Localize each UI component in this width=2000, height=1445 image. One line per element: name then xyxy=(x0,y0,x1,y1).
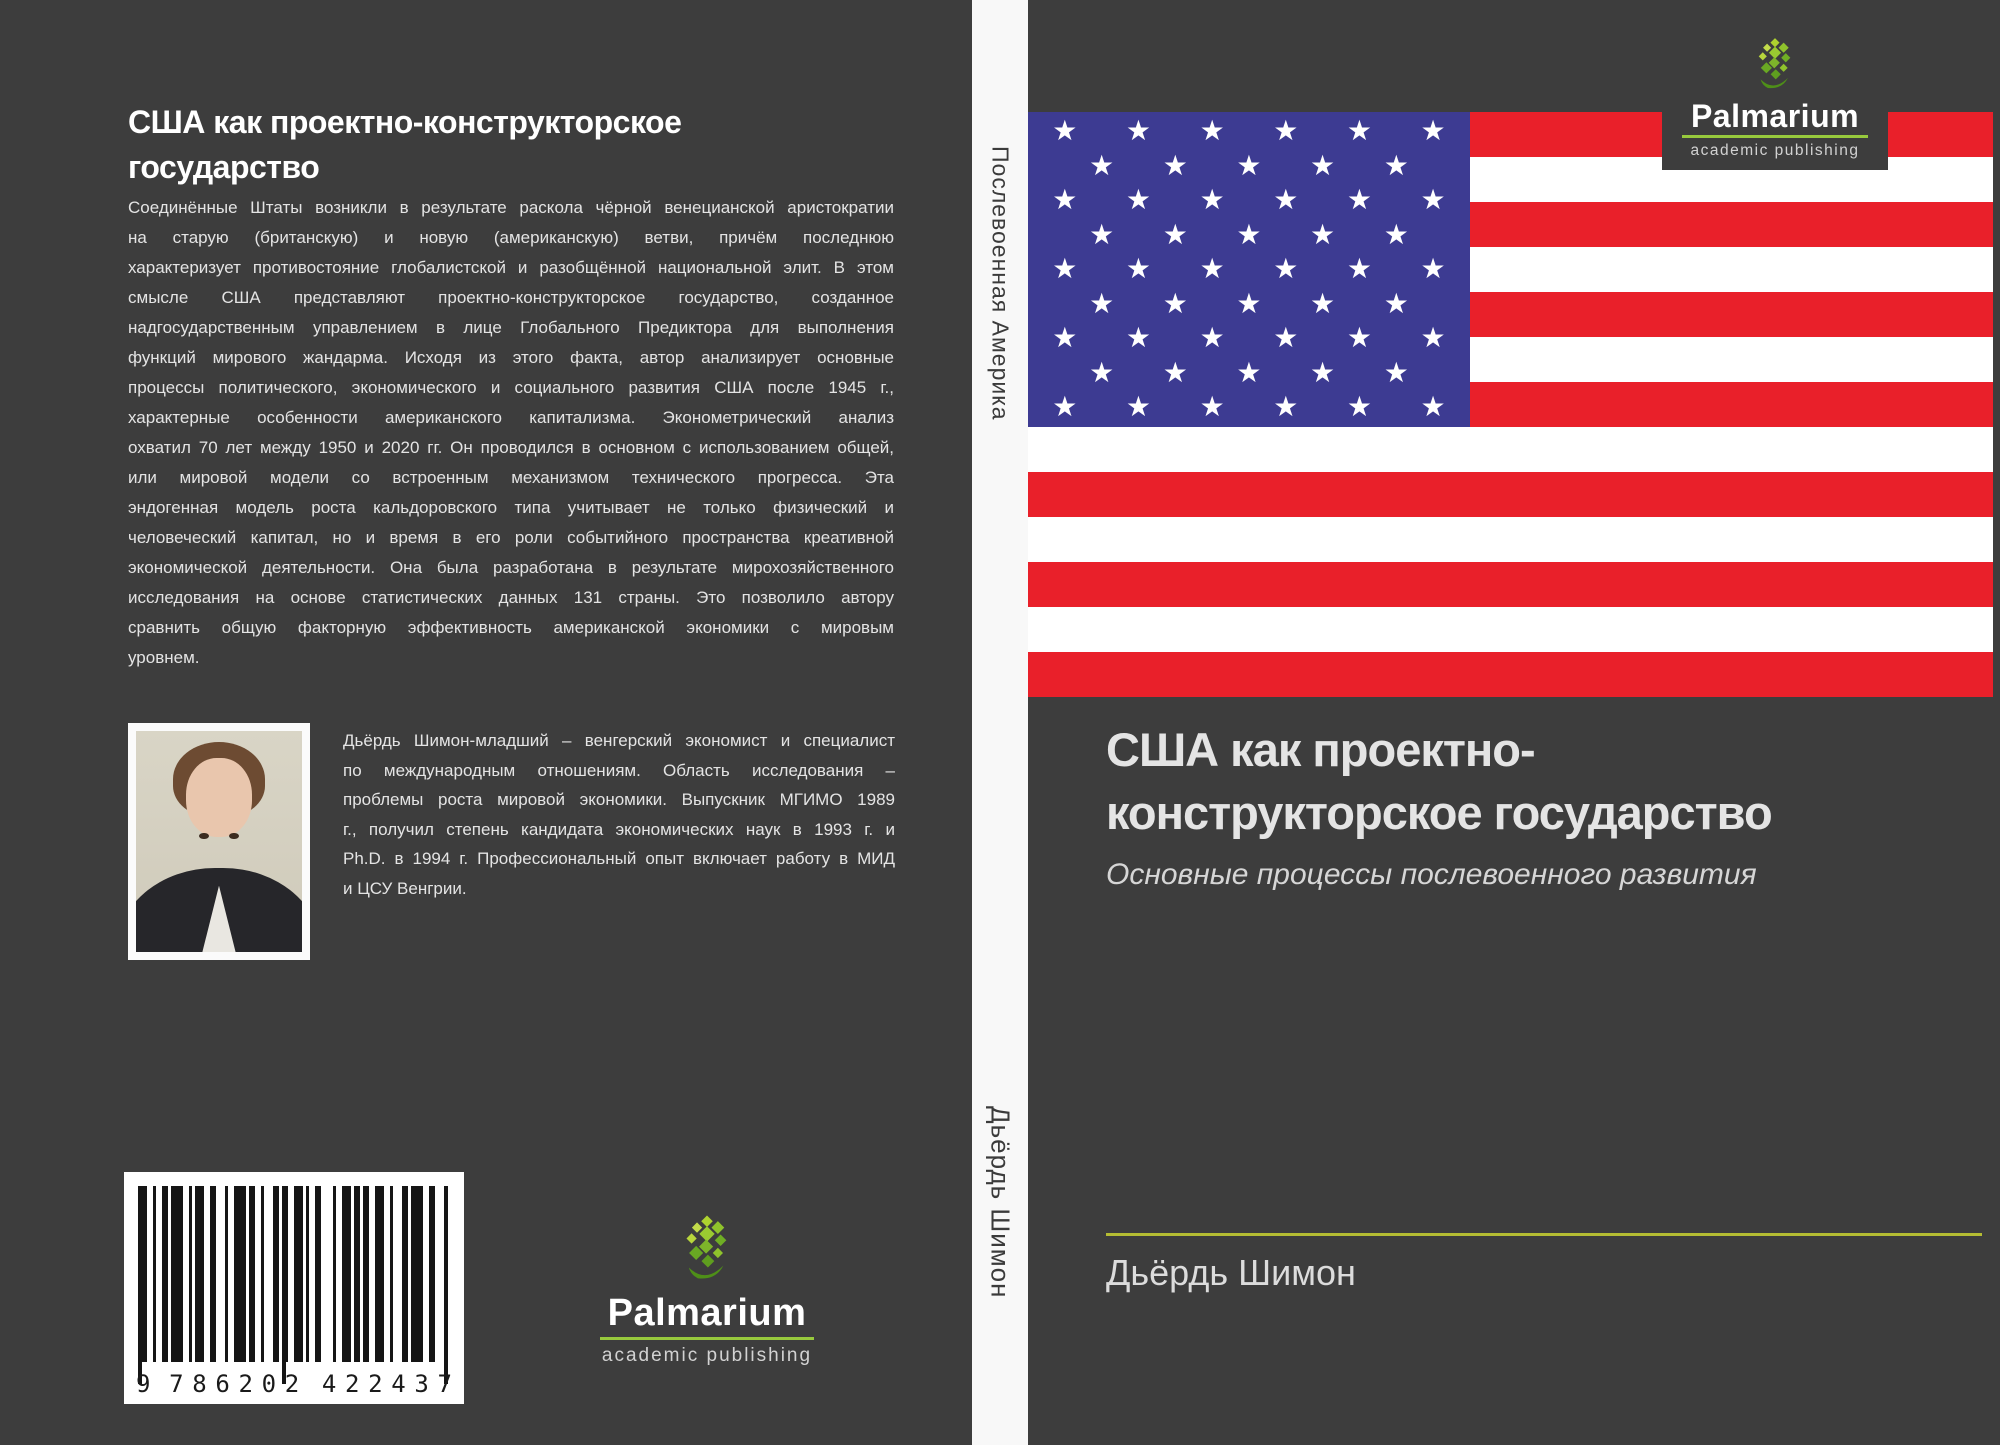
star-icon: ★ xyxy=(1089,356,1115,388)
barcode-bar xyxy=(195,1186,204,1362)
barcode-digit: 2 xyxy=(238,1370,253,1398)
author-bio-line-6: и ЦСУ Венгрии. xyxy=(343,878,467,898)
barcode-guard-bar xyxy=(282,1186,286,1384)
barcode-digit: 2 xyxy=(284,1370,300,1398)
publisher-tagline: academic publishing xyxy=(1690,141,1860,159)
star-icon: ★ xyxy=(1420,391,1446,422)
back-description xyxy=(128,193,894,673)
author-portrait xyxy=(136,731,302,952)
barcode-digit: 9 xyxy=(136,1370,151,1398)
flag-stripe-9 xyxy=(1028,472,2000,517)
palmarium-crystal-icon xyxy=(1752,36,1798,91)
portrait-eye xyxy=(229,833,239,840)
back-title xyxy=(128,100,928,190)
star-icon: ★ xyxy=(1383,356,1409,388)
barcode-digit: 7 xyxy=(169,1370,184,1398)
star-icon: ★ xyxy=(1420,184,1446,215)
star-icon: ★ xyxy=(1273,391,1299,422)
barcode-space xyxy=(264,1186,273,1362)
barcode-bar xyxy=(234,1186,246,1362)
barcode-digit: 8 xyxy=(192,1370,207,1398)
publisher-name: Palmarium xyxy=(1690,98,1860,134)
star-icon: ★ xyxy=(1420,115,1446,146)
star-icon: ★ xyxy=(1236,287,1262,319)
star-row-1 xyxy=(1028,114,1470,149)
back-description-line-2: на старую (британскую) и новую (американскую) ветви, причём последнюю xyxy=(128,228,894,247)
barcode-digit: 4 xyxy=(321,1370,337,1398)
front-title-line-2: конструкторское государство xyxy=(1106,786,1772,839)
star-icon: ★ xyxy=(1420,322,1446,353)
flag-stripe-8 xyxy=(1028,427,2000,472)
star-icon: ★ xyxy=(1162,287,1188,319)
star-icon: ★ xyxy=(1089,287,1115,319)
author-bio xyxy=(343,726,895,903)
star-icon: ★ xyxy=(1310,218,1336,250)
star-icon: ★ xyxy=(1273,322,1299,353)
star-icon: ★ xyxy=(1236,218,1262,250)
star-icon: ★ xyxy=(1052,322,1078,353)
star-icon: ★ xyxy=(1383,149,1409,181)
star-icon: ★ xyxy=(1199,184,1225,215)
back-cover xyxy=(0,0,972,1445)
star-row-9 xyxy=(1028,390,1470,425)
star-icon: ★ xyxy=(1162,149,1188,181)
flag-stripe-13 xyxy=(1028,652,2000,697)
barcode-digits xyxy=(136,1370,452,1398)
publisher-logo-back xyxy=(577,1213,837,1367)
spine xyxy=(972,0,1028,1445)
star-icon: ★ xyxy=(1199,391,1225,422)
star-icon: ★ xyxy=(1383,287,1409,319)
star-icon: ★ xyxy=(1310,149,1336,181)
publisher-tagline: academic publishing xyxy=(601,1345,813,1366)
front-subtitle: Основные процессы послевоенного развития xyxy=(1106,858,1757,891)
palmarium-crystal-icon xyxy=(678,1213,736,1282)
publisher-underline xyxy=(1682,135,1868,138)
star-icon: ★ xyxy=(1125,115,1152,146)
barcode-bar xyxy=(411,1186,423,1362)
star-icon: ★ xyxy=(1310,287,1336,319)
star-row-2 xyxy=(1065,149,1470,184)
back-description-line-8: характерные особенности американского капитализма. Эконометрический анализ xyxy=(128,408,894,427)
star-row-5 xyxy=(1028,252,1470,287)
star-row-3 xyxy=(1028,183,1470,218)
author-rule xyxy=(1106,1233,1982,1236)
back-description-line-14: исследования на основе статистических данных 131 страны. Это позволило автору xyxy=(128,588,894,607)
star-row-4 xyxy=(1065,218,1470,253)
star-row-8 xyxy=(1065,356,1470,391)
star-icon: ★ xyxy=(1125,391,1152,422)
back-description-line-15: сравнить общую факторную эффективность американской экономики с мировым xyxy=(128,618,894,637)
barcode-space xyxy=(216,1186,225,1362)
star-icon: ★ xyxy=(1125,253,1152,284)
star-icon: ★ xyxy=(1346,322,1372,353)
star-icon: ★ xyxy=(1052,253,1078,284)
barcode-space xyxy=(435,1186,444,1362)
star-icon: ★ xyxy=(1052,115,1078,146)
star-icon: ★ xyxy=(1089,218,1115,250)
star-icon: ★ xyxy=(1052,184,1078,215)
author-bio-line-5: Ph.D. в 1994 г. Профессиональный опыт включает работу в МИД xyxy=(343,849,895,868)
front-cover xyxy=(1028,0,2000,1445)
star-icon: ★ xyxy=(1273,184,1299,215)
barcode-digit: 2 xyxy=(368,1370,383,1398)
publisher-underline xyxy=(600,1337,814,1340)
back-description-line-11: эндогенная модель роста кальдоровского типа учитывает не только физический и xyxy=(128,498,894,517)
star-icon: ★ xyxy=(1199,115,1225,146)
back-description-line-13: экономической деятельности. Она была разработана в результате мирохозяйственного xyxy=(128,558,894,577)
star-icon: ★ xyxy=(1162,218,1188,250)
barcode xyxy=(124,1172,464,1404)
star-icon: ★ xyxy=(1346,115,1372,146)
barcode-digit: 2 xyxy=(345,1370,360,1398)
barcode-bar xyxy=(342,1186,351,1362)
portrait-face xyxy=(186,758,252,838)
front-title-line-1: США как проектно- xyxy=(1106,723,1535,776)
back-description-line-4: смысле США представляют проектно-конструкторское государство, созданное xyxy=(128,288,894,307)
star-icon: ★ xyxy=(1273,253,1299,284)
star-icon: ★ xyxy=(1346,184,1372,215)
star-row-7 xyxy=(1028,321,1470,356)
star-icon: ★ xyxy=(1162,356,1188,388)
spine-series-title: Послевоенная Америка xyxy=(987,146,1014,421)
barcode-digit: 6 xyxy=(215,1370,230,1398)
author-photo xyxy=(128,723,310,960)
star-icon: ★ xyxy=(1420,253,1446,284)
back-description-line-5: надгосударственным управлением в лице Глобального Предиктора для выполнения xyxy=(128,318,894,337)
star-icon: ★ xyxy=(1273,115,1299,146)
barcode-digit: 7 xyxy=(437,1370,452,1398)
back-description-line-16: уровнем. xyxy=(128,648,200,667)
barcode-guard-bar xyxy=(444,1186,448,1384)
author-bio-line-2: по международным отношениям. Область исследования – xyxy=(343,760,895,780)
barcode-bar xyxy=(171,1186,183,1362)
spine-author: Дьёрдь Шимон xyxy=(985,1106,1016,1299)
publisher-name: Palmarium xyxy=(607,1292,807,1334)
star-icon: ★ xyxy=(1089,149,1115,181)
barcode-digit: 0 xyxy=(261,1370,277,1398)
star-icon: ★ xyxy=(1199,253,1225,284)
barcode-bar xyxy=(294,1186,303,1362)
right-edge-trim xyxy=(1993,0,2000,1445)
us-flag xyxy=(1028,112,2000,697)
star-icon: ★ xyxy=(1310,356,1336,388)
star-icon: ★ xyxy=(1383,218,1409,250)
star-icon: ★ xyxy=(1236,149,1262,181)
star-icon: ★ xyxy=(1236,356,1262,388)
publisher-badge xyxy=(1662,0,1888,170)
author-bio-line-4: г., получил степень кандидата экономических наук в 1993 г. и xyxy=(343,819,895,839)
author-bio-line-1: Дьёрдь Шимон-младший – венгерский экономист и специалист xyxy=(343,731,895,750)
flag-stripe-12 xyxy=(1028,607,2000,652)
barcode-space xyxy=(321,1186,333,1362)
star-icon: ★ xyxy=(1125,184,1152,215)
star-row-6 xyxy=(1065,287,1470,322)
barcode-space xyxy=(393,1186,402,1362)
portrait-eye xyxy=(199,833,209,840)
barcode-bar xyxy=(375,1186,384,1362)
flag-stripe-10 xyxy=(1028,517,2000,562)
back-description-line-7: процессы политического, экономического и социального развития США после 1945 г., xyxy=(128,378,894,397)
star-icon: ★ xyxy=(1052,391,1078,422)
back-title-line-1: США как проектно-конструкторское xyxy=(128,104,682,140)
back-description-line-6: функций мирового жандарма. Исходя из этого факта, автор анализирует основные xyxy=(128,348,894,367)
back-description-line-12: человеческий капитал, но и время в его роли событийного пространства креативной xyxy=(128,528,894,547)
back-description-line-1: Соединённые Штаты возникли в результате раскола чёрной венецианской аристократии xyxy=(128,198,894,217)
front-title xyxy=(1106,718,1966,844)
author-bio-line-3: проблемы роста мировой экономики. Выпускник МГИМО 1989 xyxy=(343,790,895,809)
star-icon: ★ xyxy=(1346,391,1372,422)
flag-canton xyxy=(1028,112,1470,427)
barcode-bars xyxy=(138,1186,450,1362)
star-icon: ★ xyxy=(1346,253,1372,284)
front-author: Дьёрдь Шимон xyxy=(1106,1252,1356,1293)
back-description-line-9: охватил 70 лет между 1950 и 2020 гг. Он проводился в основном с использованием общей, xyxy=(128,438,894,457)
star-icon: ★ xyxy=(1199,322,1225,353)
back-description-line-10: или мировой модели со встроенным механизмом технического прогресса. Эта xyxy=(128,468,894,487)
star-icon: ★ xyxy=(1125,322,1152,353)
flag-stripe-11 xyxy=(1028,562,2000,607)
back-description-line-3: характеризует противостояние глобалистской и разобщённой национальной элит. В этом xyxy=(128,258,894,277)
barcode-digit: 4 xyxy=(391,1370,406,1398)
barcode-guard-bar xyxy=(138,1186,142,1384)
barcode-digit: 3 xyxy=(414,1370,429,1398)
back-title-line-2: государство xyxy=(128,149,320,185)
